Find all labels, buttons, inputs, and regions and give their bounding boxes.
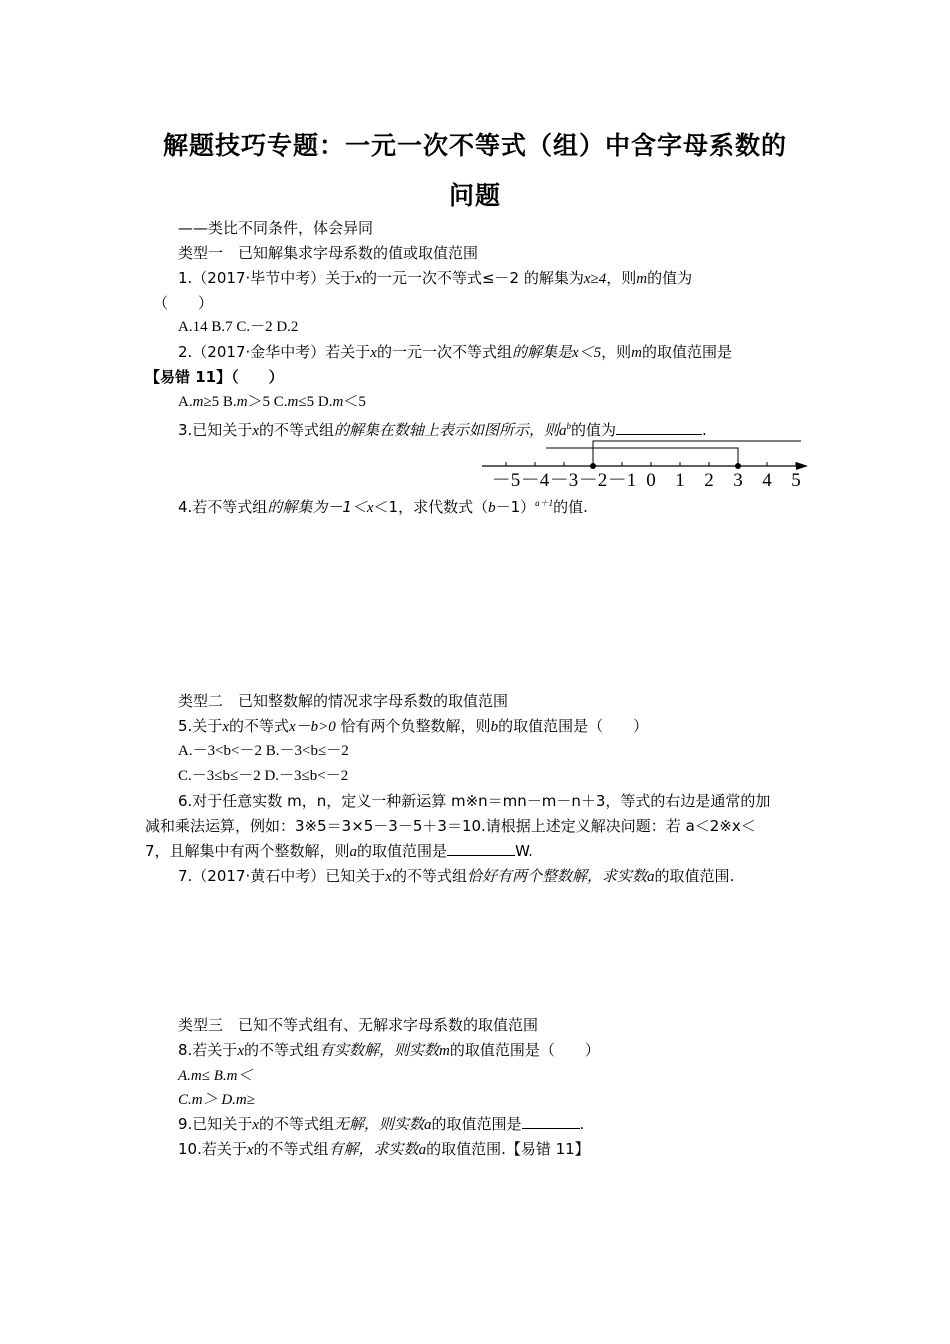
- q10-text-b: 的不等式组: [253, 1140, 329, 1158]
- q3-exponent: b: [566, 421, 572, 431]
- q5-var-x: x: [222, 719, 229, 735]
- q2-text-e: ，则: [601, 343, 632, 361]
- q2-opt-text: A.: [178, 394, 193, 410]
- q2-opt-var: m: [236, 394, 248, 410]
- q2-opt-var: m: [332, 394, 344, 410]
- q9-text-d: 的取值范围是: [431, 1115, 522, 1133]
- question-6-line1: 6.对于任意实数 m，n，定义一种新运算 m※n＝mn－m－n＋3，等式的右边是通常的加: [178, 792, 771, 810]
- number-line-label: －2: [578, 470, 608, 491]
- number-line-label: 3: [733, 470, 743, 491]
- q4-text-c: ＜1，求代数式（: [373, 498, 489, 516]
- q1-var-m: m: [636, 271, 648, 287]
- q5-text-e: 的取值范围是（ ）: [498, 717, 649, 735]
- solution-endpoint-dot: [590, 463, 596, 469]
- number-line-label: 0: [646, 470, 656, 491]
- q1-var-x: x: [355, 271, 362, 287]
- q9-var-a: a: [424, 1117, 432, 1133]
- q2-error-tag: 【易错 11】（ ）: [145, 368, 284, 386]
- q1-solution: x≥4: [583, 271, 607, 287]
- question-10: [178, 1139, 590, 1160]
- q2-opt-var: m: [192, 394, 204, 410]
- q2-var-m: m: [631, 345, 642, 361]
- question-9: [178, 1114, 584, 1135]
- q9-end: .: [579, 1115, 585, 1133]
- q2-text-c: 的解集是: [511, 343, 572, 361]
- number-line-label: 1: [675, 470, 685, 491]
- q2-options: [178, 392, 366, 412]
- number-line-labels: [492, 470, 801, 491]
- q2-opt-text: ＞5 C.: [247, 394, 288, 410]
- q3-text-a: 3.已知关于: [178, 421, 253, 439]
- q7-text-d: 的取值范围.: [654, 867, 735, 885]
- q8-text-c: 有实数解，则实数: [319, 1041, 440, 1059]
- q1-text-d: ，则: [606, 269, 637, 287]
- q1-text-a: 1.（2017·毕节中考）关于: [178, 269, 356, 287]
- q9-var-x: x: [252, 1117, 259, 1133]
- question-7: [178, 866, 734, 887]
- q4-text-a: 4.若不等式组: [178, 498, 268, 516]
- question-6-line2: 减和乘法运算，例如：3※5＝3×5－3－5＋3＝10.请根据上述定义解决问题：若 a＜2※x＜: [145, 817, 756, 835]
- section3-heading: 类型三 已知不等式组有、无解求字母系数的取值范围: [178, 1016, 539, 1034]
- q2-opt-text: ≤5 D.: [298, 394, 333, 410]
- q7-text-c: 恰好有两个整数解，求实数: [466, 867, 647, 885]
- q3-answer-blank[interactable]: [616, 420, 702, 435]
- q7-var-a: a: [646, 869, 655, 885]
- page-title-line1: 解题技巧专题：一元一次不等式（组）中含字母系数的: [162, 131, 787, 160]
- q5-var-b: b: [490, 719, 499, 735]
- q10-var-a: a: [418, 1142, 427, 1158]
- section1-heading: 类型一 已知解集求字母系数的值或取值范围: [178, 244, 479, 262]
- number-line-label: 2: [704, 470, 714, 491]
- q8-options-cd: C.m＞ D.m≥: [178, 1092, 255, 1108]
- q9-text-c: 无解，则实数: [334, 1115, 425, 1133]
- q7-text-b: 的不等式组: [391, 867, 467, 885]
- q2-opt-var: m: [287, 394, 299, 410]
- q4-var-x: x: [366, 500, 374, 516]
- q2-opt-text: ＜5: [343, 394, 366, 410]
- page-title-line2: 问题: [448, 181, 501, 210]
- q10-text-a: 10.若关于: [178, 1140, 247, 1158]
- q1-answer-paren: （ ）: [153, 294, 214, 312]
- q3-end: .: [702, 421, 707, 439]
- q6-var-a: a: [349, 844, 358, 860]
- q8-text-a: 8.若关于: [178, 1041, 238, 1059]
- q3-var-a: a: [559, 423, 567, 439]
- q5-options-ab: A.－3<b<－2 B.－3<b≤－2: [178, 743, 349, 759]
- q7-text-a: 7.（2017·黄石中考）已知关于: [178, 867, 386, 885]
- q4-exponent: a＋1: [535, 498, 554, 508]
- q2-text-a: 2.（2017·金华中考）若关于: [178, 343, 371, 361]
- q4-text-e: 的值.: [553, 498, 588, 516]
- q2-var-x: x: [370, 345, 377, 361]
- q10-var-x: x: [246, 1142, 254, 1158]
- q8-options-ab: A.m≤ B.m＜: [178, 1068, 253, 1084]
- q9-answer-blank[interactable]: [522, 1114, 580, 1129]
- q4-var-b: b: [488, 500, 496, 516]
- q3-text-b: 的不等式组: [258, 421, 334, 439]
- q1-options: A.14 B.7 C.－2 D.2: [178, 319, 299, 335]
- number-line-label: －5: [491, 470, 521, 491]
- q3-var-x: x: [252, 423, 259, 439]
- q6-answer-blank[interactable]: [447, 841, 515, 856]
- q5-text-a: 5.关于: [178, 717, 223, 735]
- q10-text-d: 的取值范围.【易错 11】: [426, 1140, 590, 1158]
- number-line-label: －4: [520, 470, 550, 491]
- q3-text-d: 的值为: [571, 421, 617, 439]
- question-4: [178, 493, 588, 518]
- q2-opt-text: ≥5 B.: [203, 394, 237, 410]
- q6-end: W.: [515, 842, 533, 860]
- q5-text-d: 恰有两个负整数解，则: [335, 717, 491, 735]
- number-line-solution-marks: [546, 441, 801, 469]
- q2-text-f: 的取值范围是: [642, 343, 733, 361]
- number-line-label: 4: [762, 470, 772, 491]
- q5-inequality: x－b>0: [289, 719, 336, 735]
- section2-heading: 类型二 已知整数解的情况求字母系数的取值范围: [178, 692, 509, 710]
- q4-text-b: 的解集为－1＜: [267, 498, 367, 516]
- q1-text-e: 的值为: [647, 269, 693, 287]
- q9-text-a: 9.已知关于: [178, 1115, 253, 1133]
- q9-text-b: 的不等式组: [258, 1115, 334, 1133]
- q5-options-cd: C.－3≤b≤－2 D.－3≤b<－2: [178, 768, 349, 784]
- q6-text-b: 的取值范围是: [357, 842, 448, 860]
- q5-text-b: 的不等式: [228, 717, 289, 735]
- q10-text-c: 有解，求实数: [328, 1140, 419, 1158]
- question-6-line3: [145, 841, 533, 862]
- q8-var-x: x: [237, 1043, 244, 1059]
- number-line-arrow: [796, 462, 808, 470]
- q8-var-m: m: [439, 1043, 450, 1059]
- q2-solution: x＜5: [571, 345, 602, 361]
- subtitle: ——类比不同条件，体会异同: [178, 219, 374, 237]
- number-line-label: 5: [791, 470, 801, 491]
- q2-text-b: 的一元一次不等式组: [376, 343, 512, 361]
- question-8: [178, 1040, 600, 1061]
- q8-text-d: 的取值范围是（ ）: [449, 1041, 600, 1059]
- q4-text-d: －1）: [495, 498, 536, 516]
- question-5: [178, 716, 648, 737]
- q1-text-b: 的一元一次不等式≤－2 的解集为: [361, 269, 584, 287]
- number-line-figure: [476, 437, 816, 492]
- q3-text-c: 的解集在数轴上表示如图所示，则: [334, 421, 560, 439]
- q8-text-b: 的不等式组: [243, 1041, 319, 1059]
- q6-text-a: 7，且解集中有两个整数解，则: [145, 842, 350, 860]
- number-line-label: －3: [549, 470, 579, 491]
- q7-var-x: x: [385, 869, 392, 885]
- number-line-label: －1: [607, 470, 637, 491]
- question-2: [178, 342, 732, 363]
- solution-endpoint-dot: [735, 463, 741, 469]
- question-1: [178, 268, 692, 289]
- solution-ray-right: [593, 441, 801, 466]
